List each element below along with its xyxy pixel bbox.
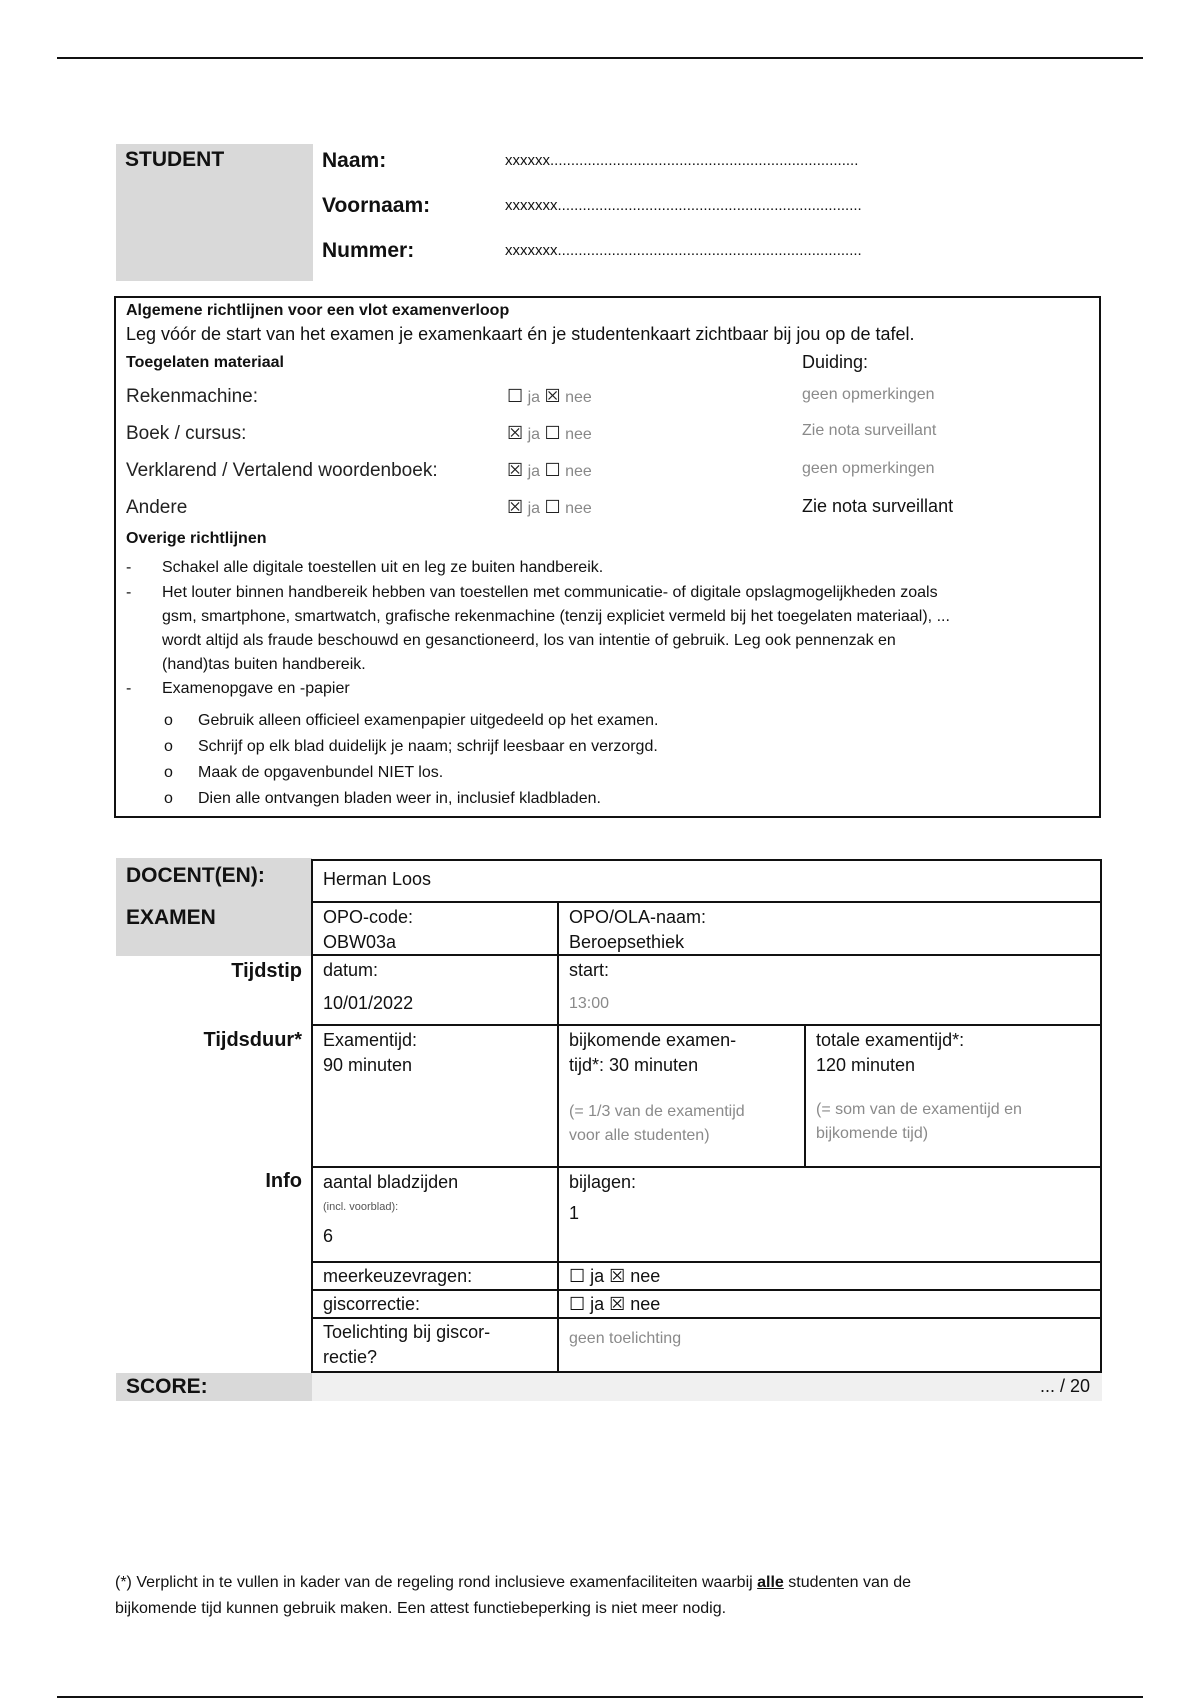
ja-label: ja xyxy=(527,463,541,480)
examen-label: EXAMEN xyxy=(126,906,216,929)
bullet-text: Examenopgave en -papier xyxy=(162,680,350,697)
material-checkboxes[interactable] xyxy=(507,497,592,518)
material-label: Rekenmachine: xyxy=(126,386,259,407)
bullet-text: Het louter binnen handbereik hebben van toestellen met communicatie- of digitale opslagmogelijkheden zoals xyxy=(162,584,938,601)
toelichting-value: geen toelichting xyxy=(569,1330,682,1347)
mc-label-cell xyxy=(311,1261,559,1291)
material-note: geen opmerkingen xyxy=(802,460,935,477)
docent-value: Herman Loos xyxy=(323,869,432,889)
datum-value: 10/01/2022 xyxy=(323,993,414,1013)
examentijd-value: 90 minuten xyxy=(323,1055,413,1075)
guidelines-title: Algemene richtlijnen voor een vlot examenverloop xyxy=(126,302,510,319)
totaal-note1: (= som van de examentijd en xyxy=(816,1101,1022,1118)
nee-label: nee xyxy=(565,500,592,517)
bladzijden-value: 6 xyxy=(323,1226,334,1246)
material-note: geen opmerkingen xyxy=(802,386,935,403)
material-note: Zie nota surveillant xyxy=(802,422,937,439)
bladzijden-label: aantal bladzijden xyxy=(323,1172,459,1192)
sub-bullet-text: Maak de opgavenbundel NIET los. xyxy=(198,764,444,781)
material-label: Boek / cursus: xyxy=(126,423,247,444)
opo-name-value: Beroepsethiek xyxy=(569,932,685,952)
ja-label: ja xyxy=(527,389,541,406)
toelichting-line2: rectie? xyxy=(323,1347,378,1367)
footnote-part2: studenten van de xyxy=(783,1574,912,1591)
sub-bullet-marker: o xyxy=(164,790,173,807)
mc-value-cell[interactable] xyxy=(557,1261,1102,1291)
footnote-line2: bijkomende tijd kunnen gebruik maken. Een attest functiebeperking is niet meer nodig. xyxy=(115,1600,727,1617)
ja-checkbox[interactable]: ☒ xyxy=(507,497,524,517)
bijlagen-cell xyxy=(557,1166,1102,1263)
ja-label: ja xyxy=(527,500,541,517)
sub-bullet-marker: o xyxy=(164,764,173,781)
bladzijden-cell xyxy=(311,1166,559,1263)
opo-code-cell xyxy=(311,901,559,956)
sub-bullet-marker: o xyxy=(164,712,173,729)
ja-checkbox[interactable]: ☒ xyxy=(507,460,524,480)
other-title: Overige richtlijnen xyxy=(126,530,267,547)
docent-cell xyxy=(311,859,1102,903)
gis-value-cell[interactable] xyxy=(557,1289,1102,1319)
footnote xyxy=(115,1570,1115,1622)
docent-label: DOCENT(EN): xyxy=(126,864,265,887)
info-label: Info xyxy=(265,1170,302,1192)
material-checkboxes[interactable] xyxy=(507,423,592,444)
opo-code-label: OPO-code: xyxy=(323,907,414,927)
duiding-title: Duiding: xyxy=(802,352,869,372)
nee-label: nee xyxy=(565,463,592,480)
ja-checkbox[interactable]: ☒ xyxy=(507,423,524,443)
datum-label: datum: xyxy=(323,960,379,980)
bladzijden-small: (incl. voorblad): xyxy=(323,1201,399,1213)
score-label: SCORE: xyxy=(126,1375,208,1398)
guidelines-intro: Leg vóór de start van het examen je examenkaart én je studentenkaart zichtbaar bij jou op de tafel. xyxy=(126,324,915,344)
toelichting-line1: Toelichting bij giscor- xyxy=(323,1322,491,1342)
footnote-part1: (*) Verplicht in te vullen in kader van de regeling rond inclusieve examenfaciliteiten waarbij xyxy=(115,1574,758,1591)
bullet-marker: - xyxy=(126,584,132,601)
bullet-text: gsm, smartphone, smartwatch, grafische rekenmachine (tenzij expliciet vermeld bij het toegelaten materiaal), ... xyxy=(162,608,950,625)
mc-checkboxes[interactable]: ☐ ja ☒ nee xyxy=(569,1266,661,1286)
bijlagen-label: bijlagen: xyxy=(569,1172,637,1192)
material-checkboxes[interactable] xyxy=(507,460,592,481)
nee-checkbox[interactable]: ☐ xyxy=(544,460,561,480)
start-cell xyxy=(557,954,1102,1026)
gis-checkboxes[interactable]: ☐ ja ☒ nee xyxy=(569,1294,661,1314)
voornaam-field[interactable]: xxxxxxx......................................................................... xyxy=(505,197,862,214)
nummer-label: Nummer: xyxy=(322,239,415,262)
totaal-value: 120 minuten xyxy=(816,1055,916,1075)
totaal-label: totale examentijd*: xyxy=(816,1030,965,1050)
bijlagen-value: 1 xyxy=(569,1203,580,1223)
gis-label-cell xyxy=(311,1289,559,1319)
sub-bullet-text: Schrijf op elk blad duidelijk je naam; schrijf leesbaar en verzorgd. xyxy=(198,738,658,755)
bijkomend-note1: (= 1/3 van de examentijd xyxy=(569,1103,745,1120)
sub-bullet-marker: o xyxy=(164,738,173,755)
footnote-bold: alle xyxy=(757,1574,784,1591)
material-label: Verklarend / Vertalend woordenboek: xyxy=(126,460,438,481)
tijdsduur-label: Tijdsduur* xyxy=(203,1029,302,1051)
naam-label: Naam: xyxy=(322,149,387,172)
top-rule xyxy=(57,57,1143,59)
student-header: STUDENT xyxy=(125,148,225,171)
start-label: start: xyxy=(569,960,610,980)
nee-checkbox[interactable]: ☐ xyxy=(544,497,561,517)
material-checkboxes[interactable] xyxy=(507,386,592,407)
tijdstip-label: Tijdstip xyxy=(231,960,302,982)
examentijd-cell xyxy=(311,1024,559,1168)
material-note: Zie nota surveillant xyxy=(802,496,954,516)
gis-label: giscorrectie: xyxy=(323,1294,421,1314)
examentijd-label: Examentijd: xyxy=(323,1030,418,1050)
sub-bullet-text: Gebruik alleen officieel examenpapier uitgedeeld op het examen. xyxy=(198,712,659,729)
sub-bullet-text: Dien alle ontvangen bladen weer in, inclusief kladbladen. xyxy=(198,790,601,807)
bijkomend-note2: voor alle studenten) xyxy=(569,1127,710,1144)
opo-name-label: OPO/OLA-naam: xyxy=(569,907,707,927)
bullet-text: wordt altijd als fraude beschouwd en gesanctioneerd, los van intentie of gebruik. Leg ook pennenzak en xyxy=(162,632,896,649)
totaal-cell xyxy=(804,1024,1102,1168)
bijkomend-line2: tijd*: 30 minuten xyxy=(569,1055,699,1075)
bottom-rule xyxy=(57,1696,1143,1698)
score-value: ... / 20 xyxy=(1039,1376,1090,1396)
score-field[interactable] xyxy=(312,1373,1102,1401)
opo-name-cell xyxy=(557,901,1102,956)
bullet-marker: - xyxy=(126,680,132,697)
naam-field[interactable]: xxxxxx.......................................................................... xyxy=(505,152,859,169)
totaal-note2: bijkomende tijd) xyxy=(816,1125,929,1142)
opo-code-value: OBW03a xyxy=(323,932,397,952)
bijkomend-cell xyxy=(557,1024,806,1168)
nee-label: nee xyxy=(565,389,592,406)
bullet-text: Schakel alle digitale toestellen uit en leg ze buiten handbereik. xyxy=(162,559,604,576)
toelichting-value-cell[interactable] xyxy=(557,1317,1102,1373)
voornaam-label: Voornaam: xyxy=(322,194,431,217)
bullet-text: (hand)tas buiten handbereik. xyxy=(162,656,366,673)
nee-label: nee xyxy=(565,426,592,443)
bullet-marker: - xyxy=(126,559,132,576)
ja-checkbox[interactable]: ☐ xyxy=(507,386,524,406)
datum-cell xyxy=(311,954,559,1026)
nee-checkbox[interactable]: ☐ xyxy=(544,423,561,443)
mc-label: meerkeuzevragen: xyxy=(323,1266,473,1286)
bijkomend-line1: bijkomende examen- xyxy=(569,1030,737,1050)
toelichting-label-cell xyxy=(311,1317,559,1373)
material-label: Andere xyxy=(126,497,188,518)
ja-label: ja xyxy=(527,426,541,443)
materials-title: Toegelaten materiaal xyxy=(126,354,284,371)
guidelines-box xyxy=(114,296,1101,818)
start-value: 13:00 xyxy=(569,995,610,1012)
nee-checkbox[interactable]: ☒ xyxy=(544,386,561,406)
nummer-field[interactable]: xxxxxxx......................................................................... xyxy=(505,242,862,259)
